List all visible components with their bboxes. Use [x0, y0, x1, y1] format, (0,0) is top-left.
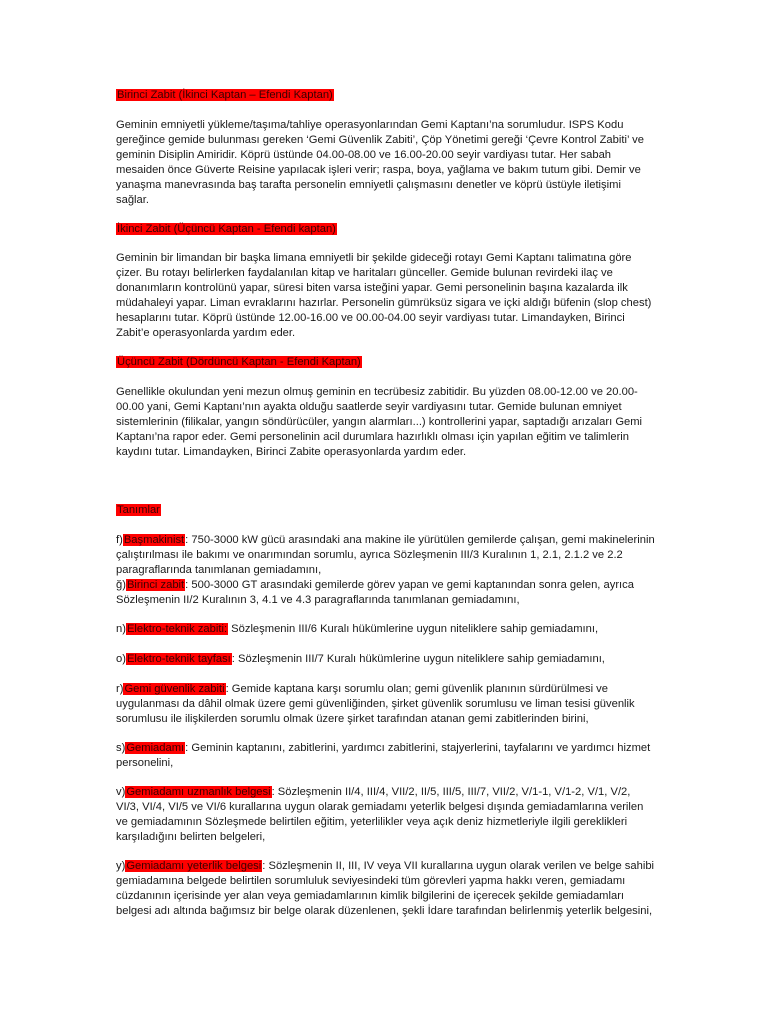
definition-r: [116, 682, 656, 727]
definition-text: : 500-3000 GT arasındaki gemilerde görev yapan ve gemi kaptanından sonra gelen, ayrıca Sözleşmenin II/2 Kuralının 3, 4.1 ve 4.3 paragraflarında tanımlanan gemiadamını,: [116, 579, 634, 606]
definition-text: : 750-3000 kW gücü arasındaki ana makine ile yürütülen gemilerde çalışan, gemi makinelerinin çalıştırılması ile bakımı ve onarımından sorumlu, ayrıca Sözleşmenin III/3 Kuralının 1, 2.1, 2.1.2 ve 2.2 paragraflarında tanımlanan gemiadamını,: [116, 534, 655, 576]
definition-g: [116, 578, 656, 608]
definition-term: Elektro-teknik zabiti:: [126, 623, 228, 635]
definition-prefix: n): [116, 623, 126, 635]
definition-term: Elektro-teknik tayfası: [126, 653, 231, 665]
definition-prefix: y): [116, 860, 126, 872]
definition-prefix: f): [116, 534, 123, 546]
definition-prefix: s): [116, 742, 126, 754]
definition-f: [116, 533, 656, 578]
definition-text: : Sözleşmenin II/4, III/4, VII/2, II/5, III/5, III/7, VII/2, V/1-1, V/1-2, V/1, V/2, VI/3, VI/4, VI/5 ve VI/6 kurallarına uygun olarak gemiadamı yeterlik belgesi dışında gemiadamlarına verilen ve gemiadamının Sözleşmede belirtilen eğitim, yeterlilikler veya açık deniz hizmetleriyle ilgili gereklikleri karşıladığını belirten belgeleri,: [116, 786, 644, 843]
heading-highlight: İkinci Zabit (Üçüncü Kaptan - Efendi kaptan): [117, 223, 336, 235]
definition-term: Başmakinist: [123, 534, 185, 546]
definition-text: : Sözleşmenin II, III, IV veya VII kurallarına uygun olarak verilen ve belge sahibi gemiadamına belgede belirtilen sorumluluk seviyesindeki tüm görevleri yapma hakkı veren, gemiadamı cüzdanının içerisinde yer alan veya gemiadamlarının kimlik bilgilerini de içerecek şekilde gemiadamları belgesi adı altında bağımsız bir belge olarak düzenlenen, şekli İdare tarafından belirlenmiş yeterlik belgesini,: [116, 860, 655, 917]
definition-o: [116, 652, 656, 667]
heading-highlight: Birinci Zabit (İkinci Kaptan – Efendi Kaptan): [117, 89, 333, 101]
section-body-ikinci-zabit: Geminin bir limandan bir başka limana emniyetli bir şekilde gideceği rotayı Gemi Kaptanı talimatına göre çizer. Bu rotayı belirlerken faydalanılan kitap ve haritaları günceller. Gemide bulunan revirdeki ilaç ve donanımların kontrolünü yapar, süresi biten varsa isteğini yapar. Gemi personelinin başına kazalarda ilk müdahaleyi yapar. Liman evraklarını hazırlar. Personelin gümrüksüz sigara ve içki aldığı büfenin (slop chest) hesaplarını tutar. Köprü üstünde 12.00-16.00 ve 00.00-04.00 seyir vardiyası tutar. Limandayken, Birinci Zabit’e operasyonlarda yardım eder.: [116, 252, 652, 339]
definition-term: Gemi güvenlik zabiti: [124, 683, 225, 695]
definition-text: : Geminin kaptanını, zabitlerini, yardımcı zabitlerini, stajyerlerini, tayfalarını ve yardımcı hizmet personelini,: [116, 742, 651, 769]
section-heading-tanimlar: [116, 503, 656, 518]
definition-text: : Gemide kaptana karşı sorumlu olan; gemi güvenlik planının sürdürülmesi ve uygulanması da dâhil olmak üzere gemi güvenliğinden, şirket güvenlik sorumlusu ve liman tesisi güvenlik sorumlusu ile ilişkilerden sorumlu olmak üzere şirket tarafından atanan gemi zabitlerinden birini,: [116, 683, 635, 725]
definition-text: : Sözleşmenin III/7 Kuralı hükümlerine uygun niteliklere sahip gemiadamını,: [231, 653, 605, 665]
heading-highlight: Üçüncü Zabit (Dördüncü Kaptan - Efendi Kaptan): [117, 356, 361, 368]
definition-v: [116, 785, 656, 845]
definition-term: Birinci zabit: [126, 579, 185, 591]
section-body-birinci-zabit: Geminin emniyetli yükleme/taşıma/tahliye operasyonlarından Gemi Kaptanı’na sorumludur. ISPS Kodu gereğince gemide bulunması gereken ‘Gemi Güvenlik Zabiti’, Çöp Yönetimi gereği ‘Çevre Kontrol Zabiti’ ve geminin Disiplin Amiridir. Köprü üstünde 04.00-08.00 ve 16.00-20.00 seyir vardiyası tutar. Her sabah mesaiden önce Güverte Reisine yapılacak işleri verir; raspa, boya, yağlama ve bakım tutum gibi. Demir ve yanaşma manevrasında baş tarafta personelin emniyetli çalışmasını denetler ve köprü üstüyle iletişimi sağlar.: [116, 119, 644, 206]
section-body-ucuncu-zabit: Genellikle okulundan yeni mezun olmuş geminin en tecrübesiz zabitidir. Bu yüzden 08.00-12.00 ve 20.00-00.00 yani, Gemi Kaptanı’nın ayakta olduğu saatlerde seyir vardiyasını tutar. Gemide bulunan emniyet sistemlerinin (filikalar, yangın söndürücüler, yangın alarmları...) kontrollerini yapar, saptadığı arızaları Gemi Kaptanı’na rapor eder. Gemi personelinin acil durumlara hazırlıklı olması için yapılan eğitim ve talimlerin kaydını tutar. Limandayken, Birinci Zabite operasyonlarda yardım eder.: [116, 386, 643, 458]
section-heading-birinci-zabit: [116, 88, 656, 103]
definition-n: [116, 622, 656, 637]
definition-prefix: ğ): [116, 579, 126, 591]
definition-prefix: v): [116, 786, 126, 798]
definition-term: Gemiadamı uzmanlık belgesi: [126, 786, 271, 798]
definition-prefix: r): [116, 683, 124, 695]
definition-text: Sözleşmenin III/6 Kuralı hükümlerine uygun niteliklere sahip gemiadamını,: [228, 623, 599, 635]
definition-term: Gemiadamı yeterlik belgesi: [126, 860, 262, 872]
definition-term: Gemiadamı: [126, 742, 185, 754]
section-heading-ikinci-zabit: [116, 222, 656, 237]
heading-highlight: Tanımlar: [117, 504, 160, 516]
section-heading-ucuncu-zabit: [116, 355, 656, 370]
definition-s: [116, 741, 656, 771]
definition-y: [116, 859, 656, 919]
definition-prefix: o): [116, 653, 126, 665]
